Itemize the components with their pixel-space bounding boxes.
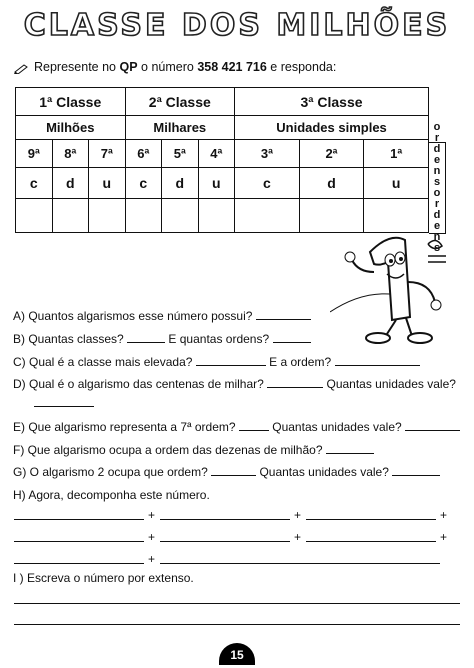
side-letter: d [433, 209, 441, 221]
decomposition-line[interactable] [14, 541, 144, 542]
order-cell: 5ª [162, 140, 199, 168]
answer-cell[interactable] [89, 199, 126, 233]
answer-cell[interactable] [52, 199, 89, 233]
decomposition-line[interactable] [14, 519, 144, 520]
question-g [13, 465, 440, 479]
answer-line[interactable] [392, 465, 440, 476]
answer-line[interactable] [335, 355, 420, 366]
question-e-text-2: Quantas unidades vale? [272, 420, 402, 434]
question-e [13, 420, 460, 434]
class-header-1: 1ª Classe [16, 88, 126, 116]
side-letter: n [433, 231, 441, 243]
plus-sign: + [148, 552, 156, 566]
side-letter: d [433, 143, 441, 155]
side-letter: s [433, 176, 441, 188]
order-cell: 9ª [16, 140, 53, 168]
page-number: 15 [219, 643, 255, 665]
question-d-text-1: D) Qual é o algarismo das centenas de milhar? [13, 377, 264, 391]
question-b-text-2: E quantas ordens? [168, 332, 270, 346]
question-c-text-2: E a ordem? [269, 355, 332, 369]
cdu-cell: u [364, 168, 429, 199]
question-g-text-1: G) O algarismo 2 ocupa que ordem? [13, 465, 208, 479]
plus-sign: + [148, 508, 156, 522]
answer-cell[interactable] [16, 199, 53, 233]
answer-cell[interactable] [198, 199, 235, 233]
instruction-middle: o número [137, 60, 198, 74]
side-letter: r [434, 198, 440, 210]
order-cell: 4ª [198, 140, 235, 168]
answer-line[interactable] [34, 406, 94, 407]
place-value-table [15, 87, 429, 233]
plus-sign: + [440, 530, 448, 544]
decomposition-line[interactable] [160, 519, 290, 520]
answer-line[interactable] [273, 332, 311, 343]
question-i-text: I ) Escreva o número por extenso. [13, 571, 194, 585]
question-c-text-1: C) Qual é a classe mais elevada? [13, 355, 193, 369]
writing-line[interactable] [14, 624, 460, 625]
class-name-2: Milhares [125, 116, 235, 140]
answer-line[interactable] [127, 332, 165, 343]
order-cell: 1ª [364, 140, 429, 168]
question-f [13, 443, 374, 457]
question-b [13, 332, 311, 346]
class-header-3: 3ª Classe [235, 88, 429, 116]
page-title: CLASSE DOS MILHÕES [23, 8, 451, 43]
decomposition-line[interactable] [306, 519, 436, 520]
plus-sign: + [294, 530, 302, 544]
answer-cell[interactable] [125, 199, 162, 233]
decomposition-line[interactable] [160, 563, 440, 564]
cdu-cell: c [235, 168, 300, 199]
order-cell: 8ª [52, 140, 89, 168]
cdu-cell: d [162, 168, 199, 199]
question-c [13, 355, 420, 369]
question-i [13, 571, 194, 585]
side-letter: o [433, 187, 441, 199]
decomposition-line[interactable] [160, 541, 290, 542]
instruction-number: 358 421 716 [197, 60, 267, 74]
order-cell: 6ª [125, 140, 162, 168]
question-f-text: F) Que algarismo ocupa a ordem das dezenas de milhão? [13, 443, 323, 457]
number-one-mascot-icon [330, 232, 460, 352]
ordens-side-label [429, 121, 446, 254]
side-letter: o [433, 121, 441, 133]
instruction [14, 60, 336, 74]
order-cell: 7ª [89, 140, 126, 168]
answer-cell[interactable] [364, 199, 429, 233]
answer-line[interactable] [196, 355, 266, 366]
question-e-text-1: E) Que algarismo representa a 7ª ordem? [13, 420, 236, 434]
cdu-cell: u [89, 168, 126, 199]
question-b-text-1: B) Quantas classes? [13, 332, 124, 346]
instruction-prefix: Represente no [34, 60, 120, 74]
plus-sign: + [294, 508, 302, 522]
answer-line[interactable] [211, 465, 256, 476]
side-letter: s [433, 242, 441, 254]
question-h-text: H) Agora, decomponha este número. [13, 488, 210, 502]
question-h [13, 488, 210, 502]
cdu-cell: d [299, 168, 364, 199]
instruction-suffix: e responda: [266, 60, 337, 74]
cdu-cell: c [16, 168, 53, 199]
class-name-3: Unidades simples [235, 116, 429, 140]
side-letter: n [433, 165, 441, 177]
answer-line[interactable] [405, 420, 460, 431]
order-cell: 3ª [235, 140, 300, 168]
class-header-2: 2ª Classe [125, 88, 235, 116]
writing-line[interactable] [14, 603, 460, 604]
order-cell: 2ª [299, 140, 364, 168]
plus-sign: + [148, 530, 156, 544]
answer-cell[interactable] [299, 199, 364, 233]
decomposition-line[interactable] [14, 563, 144, 564]
plus-sign: + [440, 508, 448, 522]
answer-line[interactable] [326, 443, 374, 454]
cdu-cell: c [125, 168, 162, 199]
question-d [13, 377, 456, 391]
cdu-cell: d [52, 168, 89, 199]
answer-line[interactable] [239, 420, 269, 431]
question-d-text-2: Quantas unidades vale? [326, 377, 456, 391]
cdu-cell: u [198, 168, 235, 199]
side-letter: e [433, 154, 441, 166]
answer-line[interactable] [267, 377, 323, 388]
question-g-text-2: Quantas unidades vale? [259, 465, 389, 479]
instruction-qp: QP [119, 60, 138, 74]
question-a-text: A) Quantos algarismos esse número possui? [13, 309, 253, 323]
class-name-1: Milhões [16, 116, 126, 140]
answer-cell[interactable] [162, 199, 199, 233]
pencil-icon [14, 63, 28, 73]
answer-line[interactable] [256, 309, 311, 320]
decomposition-line[interactable] [306, 541, 436, 542]
question-a [13, 309, 311, 323]
side-letter: r [434, 132, 440, 144]
side-letter: e [433, 220, 441, 232]
answer-cell[interactable] [235, 199, 300, 233]
